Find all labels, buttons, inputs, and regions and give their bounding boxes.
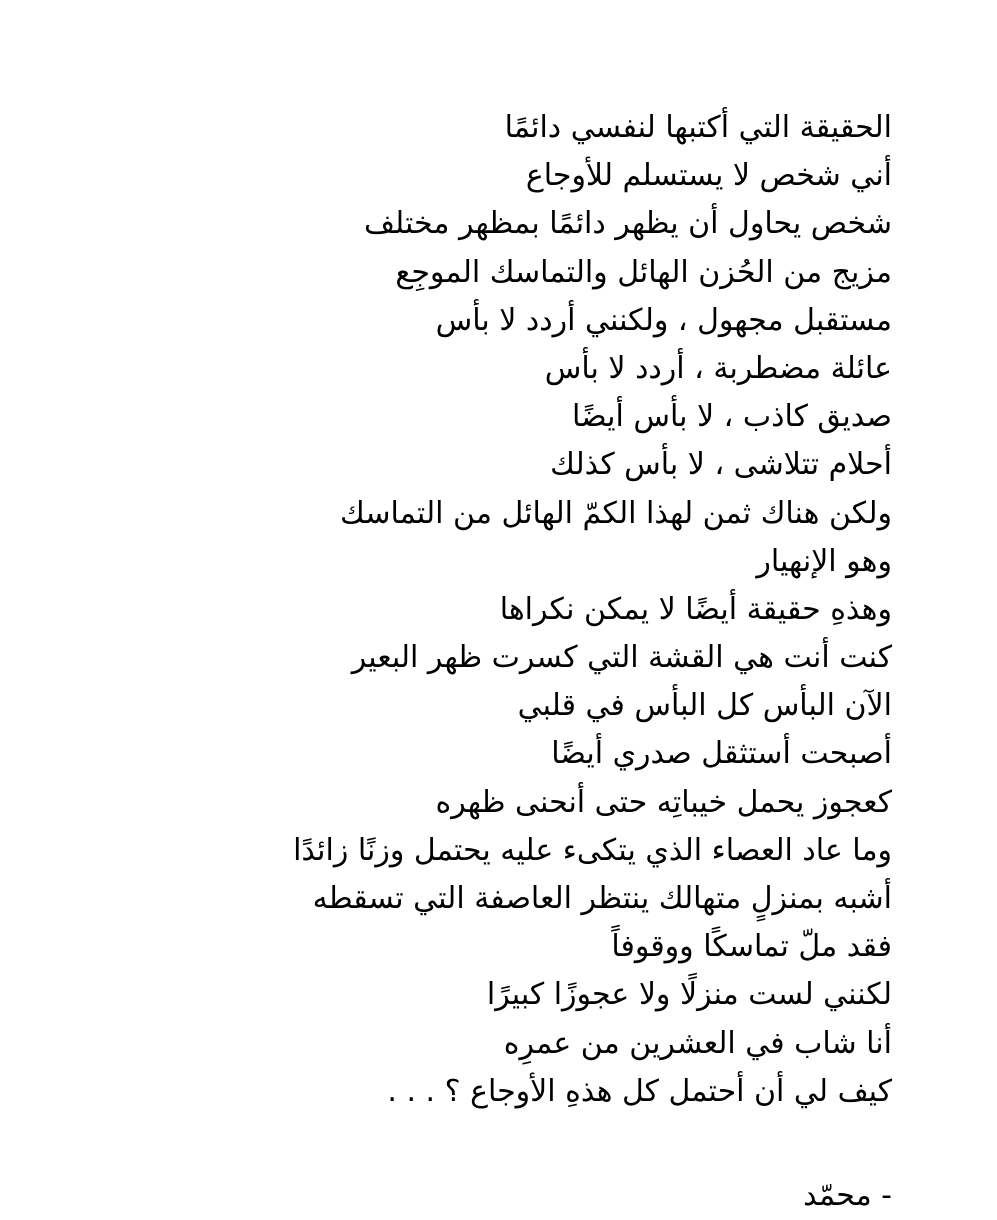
poem-text (212, 104, 892, 1116)
poem-line: أني شخص لا يستسلم للأوجاع (525, 158, 892, 194)
poem-line: الآن البأس كل البأس في قلبي (517, 688, 892, 724)
poem-line: مستقبل مجهول ، ولكنني أردد لا بأس (435, 302, 892, 338)
poem-line: كيف لي أن أحتمل كل هذهِ الأوجاع ؟ . . . (387, 1073, 892, 1109)
poem-line: كعجوز يحمل خيباتِه حتى أنحنى ظهره (435, 784, 892, 820)
poem-line: أنا شاب في العشرين من عمرِه (503, 1025, 892, 1061)
poem-line: أحلام تتلاشى ، لا بأس كذلك (550, 447, 892, 483)
poem-line: صديق كاذب ، لا بأس أيضًا (571, 399, 892, 435)
poem-line: فقد ملّ تماسكًا ووقوفاً (611, 929, 892, 965)
poem-line: عائلة مضطربة ، أردد لا بأس (544, 350, 892, 386)
poem-line: كنت أنت هي القشة التي كسرت ظهر البعير (351, 640, 892, 676)
poem-line: وهذهِ حقيقة أيضًا لا يمكن نكراها (499, 591, 892, 627)
poem-line: مزيج من الحُزن الهائل والتماسك الموجِع (395, 254, 892, 290)
poem-line: لكنني لست منزلًا ولا عجوزًا كبيرًا (486, 977, 892, 1013)
poem-line: وهو الإنهيار (756, 543, 892, 579)
poem-line: أصبحت أستثقل صدري أيضًا (551, 736, 892, 772)
poem-line: الحقيقة التي أكتبها لنفسي دائمًا (504, 110, 892, 145)
poem-line: وما عاد العصاء الذي يتكىء عليه يحتمل وزنًا زائدًا (293, 832, 892, 868)
poem-line: ولكن هناك ثمن لهذا الكمّ الهائل من التماسك (340, 495, 892, 531)
poem-line: أشبه بمنزلٍ متهالك ينتظر العاصفة التي تسقطه (312, 881, 892, 916)
poem-line: شخص يحاول أن يظهر دائمًا بمظهر مختلف (363, 206, 892, 242)
author-signature: - محمّد (803, 1178, 892, 1213)
